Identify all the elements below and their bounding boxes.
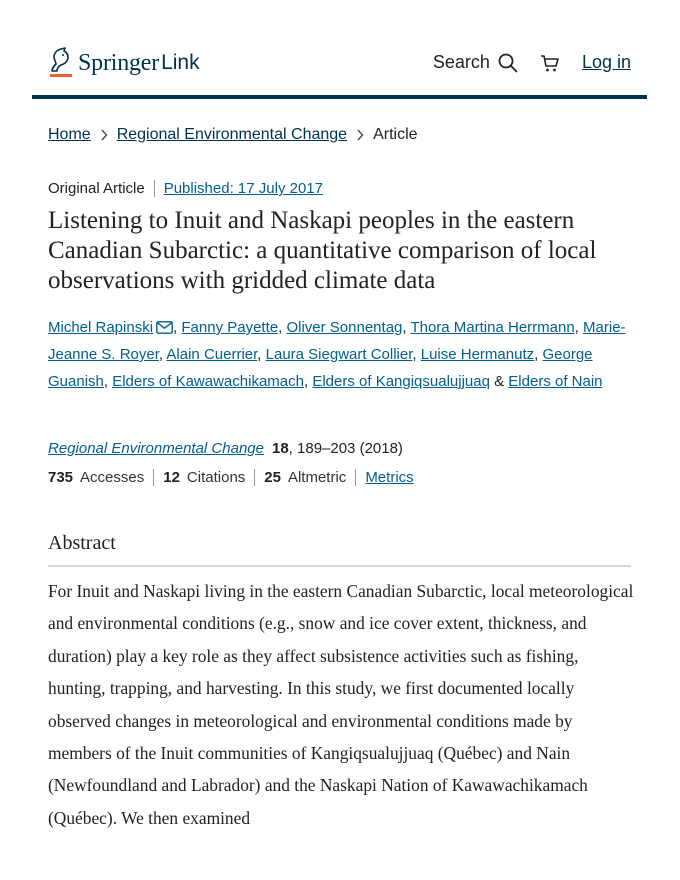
author-separator: , [173, 319, 182, 336]
article-type: Original Article [48, 180, 155, 197]
header-actions [433, 52, 631, 73]
logo-wordmark-link: Link [161, 51, 200, 74]
author-link[interactable]: Oliver Sonnentag [286, 319, 403, 336]
author-separator: , [257, 346, 266, 363]
mail-icon[interactable] [156, 321, 173, 334]
metric-accesses [48, 469, 153, 486]
author-separator: , [158, 346, 167, 363]
published-date-link[interactable]: Published: 17 July 2017 [163, 180, 323, 197]
author-link[interactable]: Michel Rapinski [48, 319, 154, 336]
breadcrumb [48, 126, 418, 144]
search-icon [498, 53, 518, 73]
search-button[interactable] [433, 52, 518, 73]
login-link[interactable]: Log in [581, 52, 631, 72]
author-list [48, 314, 638, 395]
metric-altmetric [254, 469, 355, 486]
logo-wordmark-springer: Springer [78, 49, 160, 76]
author-separator: , [402, 319, 411, 336]
author-separator: , [412, 346, 421, 363]
author-link[interactable]: Elders of Nain [508, 373, 603, 390]
springer-link-logo[interactable] [48, 47, 200, 79]
author-link[interactable]: Alain Cuerrier [166, 346, 258, 363]
article-title: Listening to Inuit and Naskapi peoples in the eastern Canadian Subarctic: a quantitative comparison of local observations with gridded climate data [48, 207, 597, 294]
author-link[interactable]: Elders of Kawawachikamach [112, 373, 304, 390]
author-separator: , [103, 373, 113, 390]
accesses-label: Accesses [80, 469, 145, 486]
author-link[interactable]: Elders of Kangiqsualujjuaq [312, 373, 490, 390]
citations-count: 12 [163, 469, 180, 486]
author-link[interactable]: Thora Martina Herrmann [410, 319, 575, 336]
article-metrics [48, 469, 414, 486]
author-separator: & [489, 373, 509, 390]
author-link[interactable]: Laura Siegwart Collier [265, 346, 413, 363]
search-label: Search [432, 52, 490, 72]
author-link[interactable]: George Guanish [48, 346, 593, 390]
altmetric-score: 25 [264, 469, 281, 486]
citation-pages-year: , 189–203 (2018) [288, 440, 403, 457]
author-link[interactable]: Marie-Jeanne S. Royer [48, 319, 626, 363]
citations-label: Citations [186, 469, 246, 486]
author-separator: , [278, 319, 287, 336]
altmetric-label: Altmetric [287, 469, 347, 486]
author-separator: , [534, 346, 543, 363]
citation-volume: 18 [271, 440, 289, 457]
metric-citations [153, 469, 254, 486]
breadcrumb-current: Article [373, 126, 418, 143]
journal-link[interactable]: Regional Environmental Change [48, 440, 264, 457]
accesses-count: 735 [48, 469, 74, 486]
site-header [32, 0, 647, 99]
breadcrumb-journal[interactable]: Regional Environmental Change [116, 126, 348, 143]
author-separator: , [574, 319, 584, 336]
abstract-text: For Inuit and Naskapi living in the eastern Canadian Subarctic, local meteorological and environmental conditions (e.g., snow and ice cover extent, thickness, and duration) play a key role as they affect subsistence activities such as fishing, hunting, trapping, and harvesting. In this study, we first documented locally observed changes in meteorological and environmental conditions made by members of the Inuit communities of Kangiqsualujjuaq (Québec) and Nain (Newfoundland and Labrador) and the Naskapi Nation of Kawawachikamach (Québec). We then examined [48, 581, 634, 828]
metrics-link[interactable]: Metrics [355, 469, 413, 486]
chevron-right-icon [100, 129, 108, 141]
chevron-right-icon [356, 129, 364, 141]
breadcrumb-home[interactable]: Home [48, 126, 91, 143]
article-meta [48, 180, 323, 197]
abstract-heading: Abstract [48, 532, 631, 567]
author-link[interactable]: Luise Hermanutz [420, 346, 535, 363]
author-separator: , [303, 373, 313, 390]
citation-line [48, 440, 403, 457]
author-link[interactable]: Fanny Payette [181, 319, 279, 336]
springer-horse-icon [48, 47, 74, 79]
cart-icon[interactable] [540, 53, 560, 73]
